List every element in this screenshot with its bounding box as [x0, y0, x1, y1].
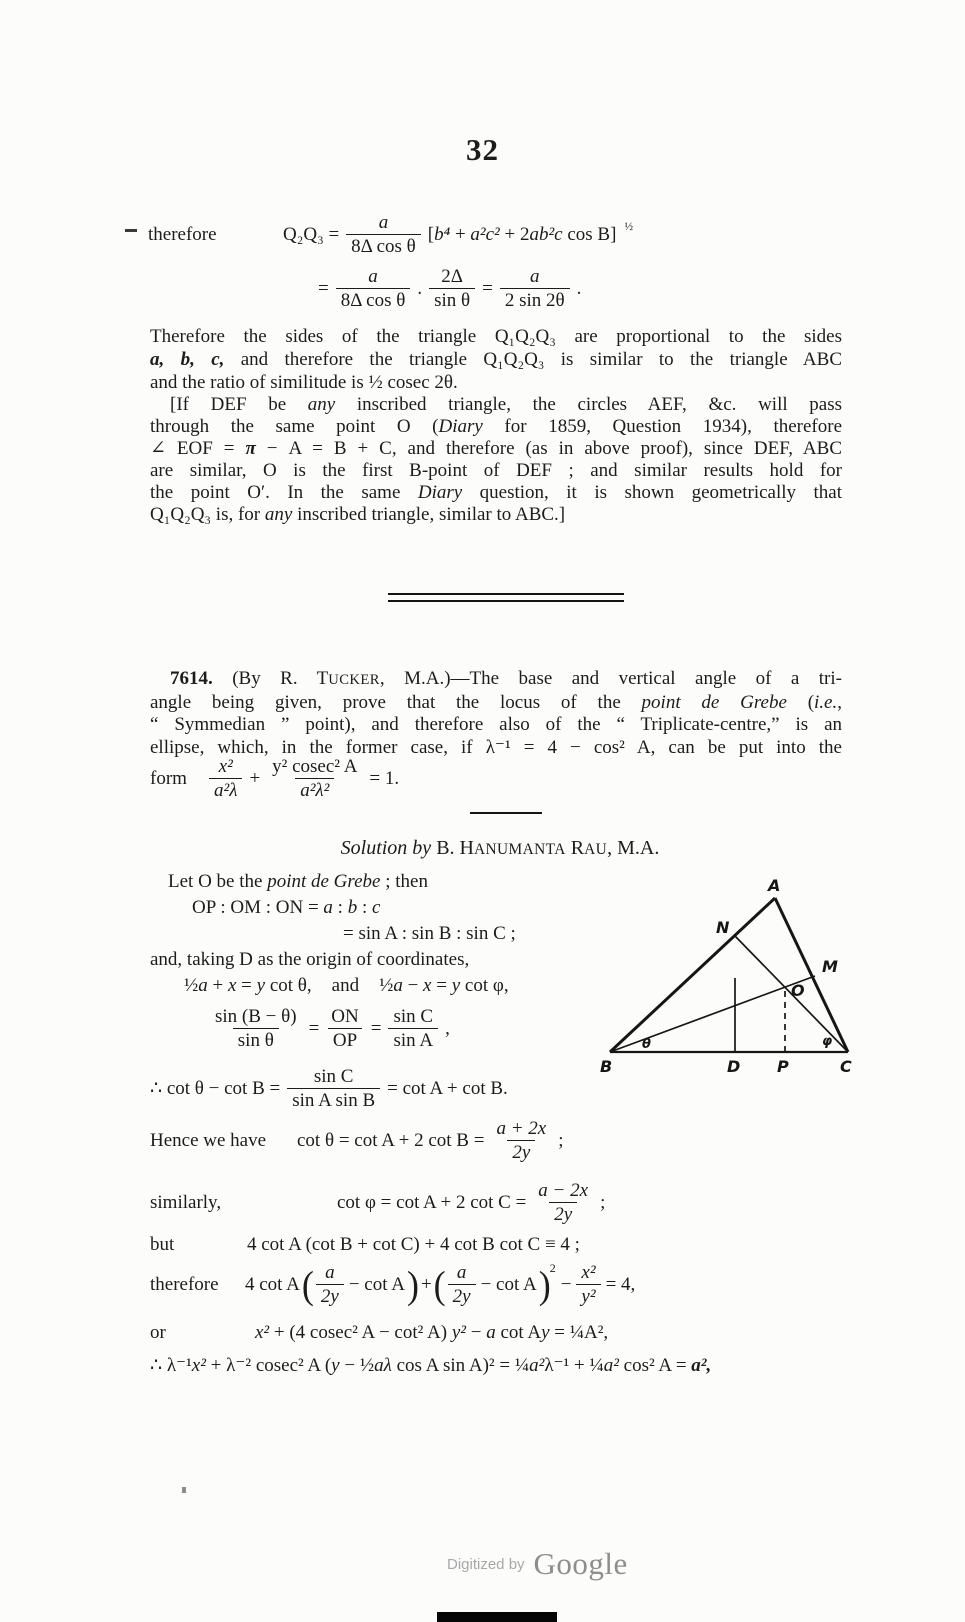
- triangle-figure: [578, 845, 876, 1077]
- solution-heading: Solution by B. HANUMANTA RAU, M.A.: [340, 837, 660, 859]
- paragraph-similar-triangles: [150, 325, 842, 394]
- equals-sign: =: [482, 277, 493, 299]
- denominator: 2y: [448, 1284, 476, 1307]
- semicolon: ;: [558, 1129, 564, 1151]
- plus-sign: +: [420, 1273, 432, 1295]
- problem-7614-statement: [150, 668, 842, 759]
- equation-label-therefore: therefore: [150, 1273, 219, 1295]
- point-label-O: O: [791, 981, 805, 1000]
- solution-line-2: OP : OM : ON = a : b : c: [192, 897, 381, 918]
- paragraph-line: are similar, O is the first B-point of DEF ; and similar results hold for: [150, 460, 842, 481]
- eq-body: 4 cot A (cot B + cot C) + 4 cot B cot C ≡ 4 ;: [247, 1234, 580, 1255]
- paragraph-line: Q₁Q₂Q₃ is, for any inscribed triangle, similar to ABC.]: [150, 504, 566, 525]
- fraction: [210, 1006, 302, 1052]
- numerator: sin (B − θ): [215, 1006, 297, 1027]
- paragraph-inscribed-triangle-note: [150, 394, 842, 526]
- right-paren: ): [406, 1262, 419, 1307]
- numerator: 2Δ: [441, 266, 463, 287]
- paragraph-line: a, b, c, and therefore the triangle Q₁Q₂Q₃ is similar to the triangle ABC: [150, 349, 842, 370]
- numerator: sin C: [393, 1006, 434, 1027]
- dot-separator: .: [417, 277, 423, 299]
- digitization-watermark: [447, 1546, 628, 1582]
- squared-exponent: 2: [549, 1261, 556, 1276]
- numerator: a: [378, 212, 389, 233]
- eq-rhs: = cot A + cot B.: [387, 1077, 508, 1099]
- denominator: a²λ: [209, 778, 242, 801]
- eq-lhs: Q₂Q₃ =: [283, 223, 340, 245]
- equation-q2q3-line2: [318, 266, 581, 312]
- left-paren: (: [301, 1262, 314, 1307]
- solution-line-5: ½a + x = y cot θ, and ½a − x = y cot φ,: [184, 975, 509, 996]
- numerator: a: [529, 266, 540, 287]
- solution-equation-cot-theta: [150, 1066, 508, 1112]
- angle-label-theta: θ: [642, 1037, 651, 1052]
- fraction: [267, 756, 362, 802]
- eq-body: 4 cot A: [245, 1273, 300, 1295]
- side-AB: [610, 898, 775, 1052]
- left-paren: (: [433, 1262, 446, 1307]
- denominator: 2 sin 2θ: [500, 288, 570, 311]
- fraction: [209, 756, 242, 802]
- paragraph-line: angle being given, prove that the locus of the point de Grebe (i.e.,: [150, 691, 842, 713]
- solution-equation-similarly: [150, 1180, 605, 1226]
- numerator: a − 2x: [538, 1180, 589, 1201]
- equation-label-similarly: similarly,: [150, 1191, 222, 1213]
- numerator: a + 2x: [496, 1118, 547, 1139]
- solution-divider-rule: [470, 812, 542, 814]
- vertex-label-B: B: [600, 1057, 613, 1076]
- solution-equation-or: [150, 1322, 608, 1344]
- solution-line-3: = sin A : sin B : sin C ;: [343, 923, 516, 944]
- fraction: [336, 266, 411, 312]
- equation-label-but: but: [150, 1234, 175, 1255]
- fraction: [346, 212, 421, 258]
- eq-body: − cot A: [348, 1273, 405, 1295]
- period: .: [576, 277, 582, 299]
- numerator: a: [456, 1262, 467, 1283]
- minus-sign: −: [560, 1273, 572, 1295]
- paragraph-line: 7614. (By R. TUCKER, M.A.)—The base and vertical angle of a tri-: [170, 668, 842, 689]
- solution-equation-ratios: [210, 1006, 450, 1052]
- point-label-M: M: [822, 957, 838, 976]
- denominator: sin θ: [233, 1028, 279, 1051]
- solution-equation-therefore: [150, 1262, 635, 1308]
- fraction: [576, 1262, 600, 1308]
- denominator: 8Δ cos θ: [346, 234, 421, 257]
- numerator: ON: [331, 1006, 359, 1027]
- eq-lhs: ∴ cot θ − cot B =: [150, 1078, 281, 1100]
- scan-edge-black-bar: [437, 1612, 557, 1622]
- numerator: sin C: [313, 1066, 354, 1087]
- paragraph-line: through the same point O (Diary for 1859, Question 1934), therefore: [150, 416, 842, 437]
- page-number: 32: [466, 132, 499, 167]
- semicolon: ;: [600, 1191, 606, 1213]
- eq-bracket-term: [b⁴ + a²c² + 2ab²c cos B]: [427, 223, 617, 245]
- paragraph-line: Therefore the sides of the triangle Q₁Q₂Q₃ are proportional to the sides: [150, 326, 842, 347]
- equals-sign: =: [308, 1017, 320, 1039]
- vertex-label-C: C: [840, 1057, 852, 1076]
- eq-exponent: ½: [624, 220, 633, 233]
- equation-q2q3-line1: [148, 212, 633, 258]
- form-label: form: [150, 767, 187, 789]
- paragraph-line: ∠ EOF = π − A = B + C, and therefore (as in above proof), since DEF, ABC: [150, 438, 843, 459]
- comma: ,: [445, 1017, 450, 1039]
- numerator: x²: [218, 756, 233, 777]
- point-label-N: N: [716, 918, 730, 937]
- fraction: [429, 266, 475, 312]
- denominator: sin A sin B: [287, 1088, 380, 1111]
- denominator: 8Δ cos θ: [336, 288, 411, 311]
- equation-label-or: or: [150, 1322, 166, 1343]
- eq-body: − cot A: [480, 1273, 537, 1295]
- equals-sign: =: [318, 277, 329, 299]
- fraction: [316, 1262, 344, 1308]
- denominator: a²λ²: [295, 778, 334, 801]
- denominator: sin θ: [429, 288, 475, 311]
- scan-artifact: [125, 229, 137, 232]
- point-label-D: D: [727, 1057, 741, 1076]
- solution-equation-but: [150, 1234, 580, 1256]
- section-divider-double-rule: [388, 593, 624, 602]
- google-logo: Google: [533, 1546, 628, 1581]
- paragraph-line: ellipse, which, in the former case, if λ⁻¹ = 4 − cos² A, can be put into the: [150, 736, 842, 758]
- numerator: y² cosec² A: [272, 756, 358, 777]
- solution-equation-hence: [150, 1118, 563, 1164]
- equation-rhs: = 1.: [369, 767, 400, 789]
- numerator: a: [368, 266, 378, 287]
- right-paren: ): [538, 1262, 551, 1307]
- point-label-P: P: [777, 1057, 789, 1076]
- paragraph-line: [If DEF be any inscribed triangle, the circles AEF, &c. will pass: [170, 394, 842, 415]
- problem-form-equation: [150, 756, 399, 802]
- fraction: [491, 1118, 551, 1164]
- angle-label-phi: φ: [822, 1034, 833, 1049]
- denominator: 2y: [549, 1202, 577, 1225]
- plus-sign: +: [249, 767, 261, 789]
- paragraph-line: “ Symmedian ” point), and therefore also of the “ Triplicate-centre,” is an: [150, 714, 842, 735]
- paragraph-line: and the ratio of similitude is ½ cosec 2θ.: [150, 372, 458, 393]
- eq-body: cot φ = cot A + 2 cot C =: [337, 1191, 527, 1213]
- eq-rhs: = 4,: [605, 1273, 636, 1295]
- solution-line-4: and, taking D as the origin of coordinates,: [150, 949, 470, 970]
- denominator: 2y: [316, 1284, 344, 1307]
- equation-label-therefore: therefore: [148, 223, 217, 245]
- equation-label-hence: Hence we have: [150, 1129, 267, 1151]
- denominator: OP: [328, 1028, 362, 1051]
- fraction: [448, 1262, 476, 1308]
- scan-artifact: [182, 1487, 186, 1493]
- solution-line-1: Let O be the point de Grebe ; then: [168, 871, 428, 892]
- eq-body: cot θ = cot A + 2 cot B =: [297, 1129, 485, 1151]
- paragraph-line: the point O′. In the same Diary question, it is shown geometrically that: [150, 482, 842, 503]
- numerator: x²: [581, 1262, 596, 1283]
- fraction: [287, 1066, 380, 1112]
- fraction: [500, 266, 570, 312]
- fraction: [326, 1006, 363, 1052]
- fraction: [388, 1006, 438, 1052]
- eq-body: x² + (4 cosec² A − cot² A) y² − a cot Ay = ¼A²,: [255, 1322, 609, 1343]
- denominator: sin A: [388, 1028, 438, 1051]
- numerator: a: [325, 1262, 335, 1283]
- denominator: 2y: [507, 1140, 535, 1163]
- vertex-label-A: A: [768, 876, 781, 895]
- fraction: [533, 1180, 593, 1226]
- watermark-prefix: Digitized by: [447, 1555, 525, 1573]
- denominator: y²: [576, 1284, 600, 1307]
- solution-final-equation: ∴ λ⁻¹x² + λ⁻² cosec² A (y − ½aλ cos A sin A)² = ¼a²λ⁻¹ + ¼a² cos² A = a²,: [150, 1355, 712, 1376]
- equals-sign: =: [370, 1017, 382, 1039]
